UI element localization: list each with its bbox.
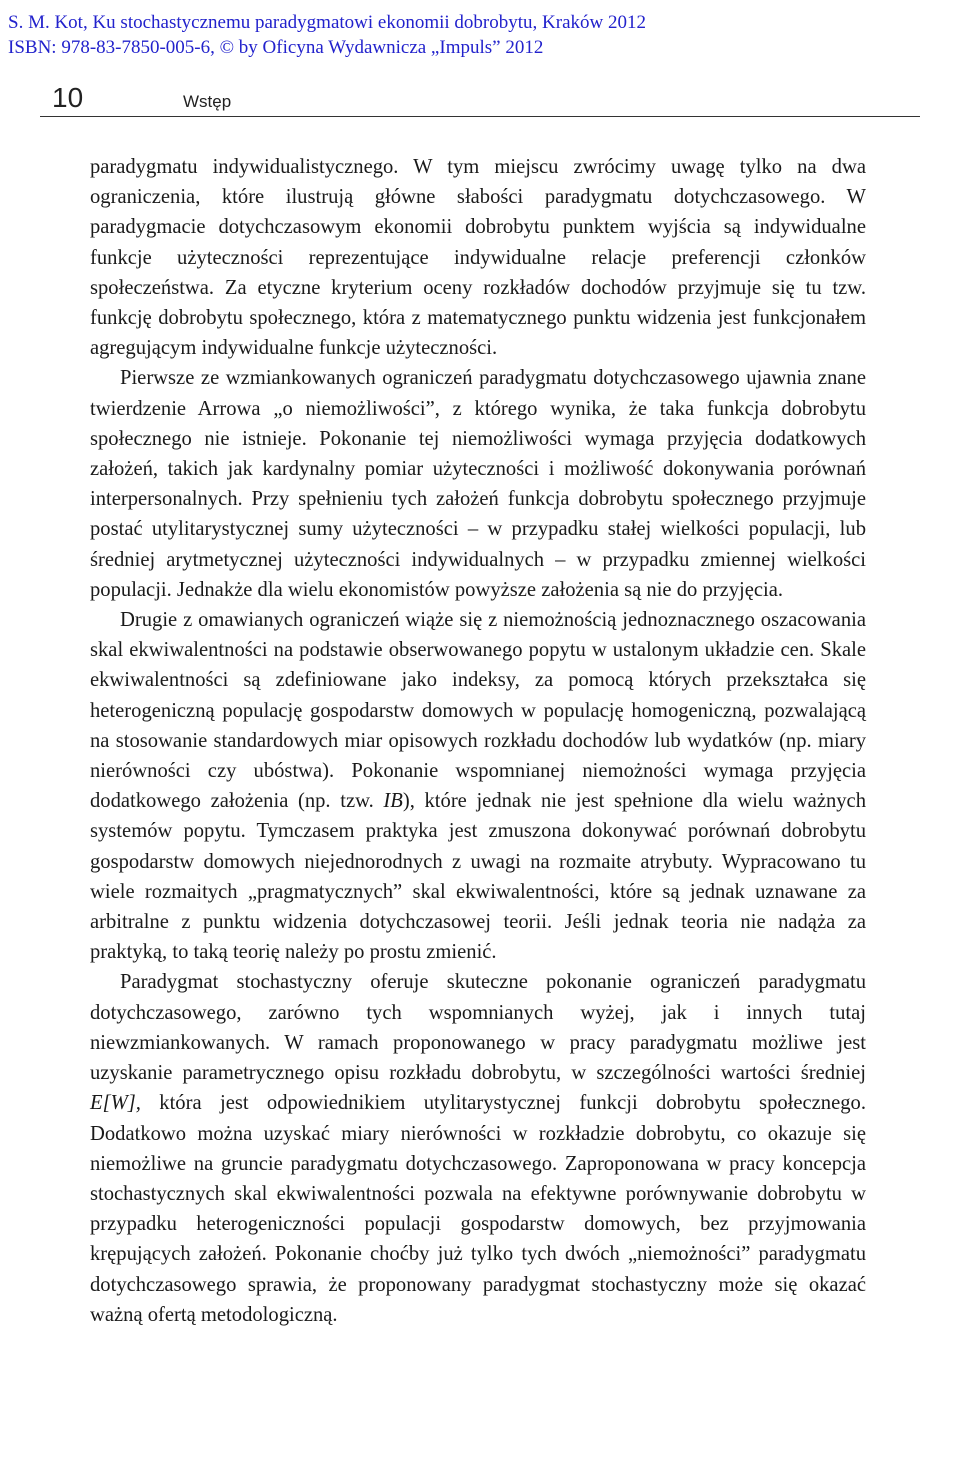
running-head: Wstęp xyxy=(183,92,232,111)
paragraph xyxy=(90,967,866,1329)
italic-term: E[W], xyxy=(90,1092,141,1115)
body-text xyxy=(90,152,866,1330)
paragraph-text: paradygmatu indywidualistycznego. W tym miejscu zwrócimy uwagę tylko na dwa ograniczenia, które ilustrują główne słabości paradygmatu dotychczasowego. W paradygmacie dotychczasowym ekonomii dobrobytu punktem wyjścia są indywidualne funkcje użyteczności reprezentujące indywidualne relacje preferencji członków społeczeństwa. Za etyczne kryterium oceny rozkładów dochodów przyjmuje się tu tzw. funkcję dobrobytu społecznego, która z matematycznego punktu widzenia jest funkcjonałem agregującym indywidualne funkcje użyteczności. xyxy=(90,156,866,360)
paragraph-text: Pierwsze ze wzmiankowanych ograniczeń paradygmatu dotychczasowego ujawnia znane twierdzenie Arrowa „o niemożliwości”, z którego wynika, że taka funkcja dobrobytu społecznego nie istnieje. Pokonanie tej niemożliwości wymaga przyjęcia dodatkowych założeń, takich jak kardynalny pomiar użyteczności i możliwość dokonywania porównań interpersonalnych. Przy spełnieniu tych założeń funkcja dobrobytu społecznego przyjmuje postać utylitarystycznej sumy użyteczności – w przypadku stałej wielkości populacji, lub średniej arytmetycznej użyteczności indywidualnych – w przypadku zmiennej wielkości populacji. Jednakże dla wielu ekonomistów powyższe założenia są nie do przyjęcia. xyxy=(90,367,866,601)
watermark-line-2: ISBN: 978-83-7850-005-6, © by Oficyna Wydawnicza „Impuls” 2012 xyxy=(8,37,544,58)
paragraph-text: Drugie z omawianych ograniczeń wiąże się z niemożnością jednoznacznego oszacowania skal ekwiwalentności na podstawie obserwowanego popytu w ustalonym układzie cen. Skale ekwiwalentności są zdefiniowane jako indeksy, za pomocą których przekształca się heterogeniczną populację gospodarstw domowych w populację homogeniczną, pozwalającą na stosowanie standardowych miar opisowych rozkładu dochodów lub wydatków (np. miary nierówności czy ubóstwa). Pokonanie wspomnianej niemożności wymaga przyjęcia dodatkowego założenia (np. tzw. xyxy=(90,609,866,813)
watermark-line-1: S. M. Kot, Ku stochastycznemu paradygmatowi ekonomii dobrobytu, Kraków 2012 xyxy=(8,12,646,33)
page-number: 10 xyxy=(52,82,84,113)
page-header xyxy=(40,80,920,117)
paragraph xyxy=(90,152,866,363)
paragraph xyxy=(90,605,866,967)
italic-term: IB xyxy=(383,790,403,813)
copyright-watermark xyxy=(8,10,948,60)
paragraph xyxy=(90,363,866,605)
paragraph-text: która jest odpowiednikiem utylitarystycznej funkcji dobrobytu społecznego. Dodatkowo można uzyskać miary nierówności w rozkładzie dobrobytu, co okazuje się niemożliwe na gruncie paradygmatu dotychczasowego. Zaproponowana w pracy koncepcja stochastycznych skal ekwiwalentności pozwala na efektywne porównywanie dobrobytu w przypadku heterogeniczności populacji gospodarstw domowych, bez przyjmowania krępujących założeń. Pokonanie choćby już tylko tych dwóch „niemożności” paradygmatu dotychczasowego sprawia, że proponowany paradygmat stochastyczny może się okazać ważną ofertą metodologiczną. xyxy=(90,1092,866,1326)
paragraph-text: Paradygmat stochastyczny oferuje skuteczne pokonanie ograniczeń paradygmatu dotychczasowego, zarówno tych wspomnianych wyżej, jak i innych tutaj niewzmiankowanych. W ramach proponowanego w pracy paradygmatu możliwe jest uzyskanie parametrycznego opisu rozkładu dobrobytu, w szczególności wartości średniej xyxy=(90,971,866,1085)
paragraph-text: ), które jednak nie jest spełnione dla wielu ważnych systemów popytu. Tymczasem praktyka jest zmuszona dokonywać porównań dobrobytu gospodarstw domowych niejednorodnych z uwagi na rozmaite atrybuty. Wypracowano tu wiele rozmaitych „pragmatycznych” skal ekwiwalentności, które są jednak uznawane za arbitralne z punktu widzenia dotychczasowej teorii. Jeśli jednak teoria nie nadąża za praktyką, to taką teorię należy po prostu zmienić. xyxy=(90,790,866,964)
